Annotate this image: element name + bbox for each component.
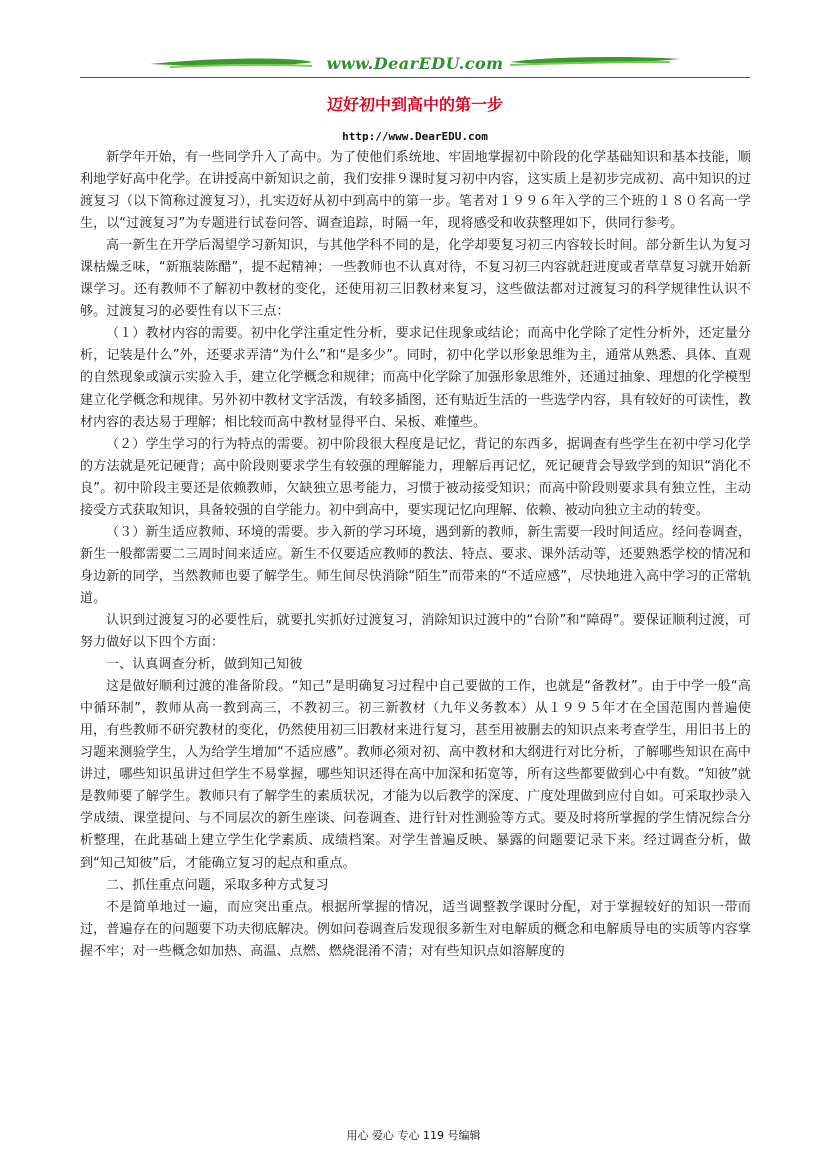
- document-body: [80, 147, 751, 963]
- paragraph: （１）教材内容的需要。初中化学注重定性分析，要求记住现象或结论；而高中化学除了定性分析外，还定量分析，记装是什么”外，还要求弄清“为什么”和“是多少”。同时，初中化学以形象思维为主，通常从熟悉、具体、直观的自然现象或演示实验入手，建立化学概念和规律；而高中化学除了加强形象思维外，还通过抽象、理想的化学模型建立化学概念和规律。另外初中教材文字活泼，有较多插图，还有贴近生活的一些选学内容，具有较好的可读性，教材内容的表达易于理解；相比较而高中教材显得平白、呆板、难懂些。: [80, 326, 751, 430]
- paragraph: （２）学生学习的行为特点的需要。初中阶段很大程度是记忆，背记的东西多，据调查有些学生在初中学习化学的方法就是死记硬背；高中阶段则要求学生有较强的理解能力，理解后再记忆，死记硬背会导致学到的知识“消化不良”。初中阶段主要还是依赖教师，欠缺独立思考能力，习惯于被动接受知识；而高中阶段则要求具有独立性，主动接受方式获取知识，具备较强的自学能力。初中到高中，要实现记忆向理解、依赖、被动向独立主动的转变。: [80, 436, 751, 518]
- section-heading: 二、抓住重点问题，采取多种方式复习: [106, 877, 329, 893]
- paragraph: 不是简单地过一遍，而应突出重点。根据所掌握的情况，适当调整教学课时分配，对于掌握较好的知识一带而过，普遍存在的问题要下功夫彻底解决。例如问卷调查后发现很多新生对电解质的概念和电解质导电的实质等内容掌握不牢；对一些概念如加热、高温、点燃、燃烧混淆不清；对有些知识点如溶解度的: [80, 899, 751, 959]
- page-footer: 用心 爱心 专心 119 号编辑: [346, 1129, 481, 1142]
- paragraph: 这是做好顺利过渡的准备阶段。“知己”是明确复习过程中自己要做的工作，也就是“备教材”。由于中学一般“高中循环制”，教师从高一教到高三，不教初三。初三新教材（九年义务教本）从１９９５年才在全国范围内普遍使用，有些教师不研究教材的变化，仍然使用初三旧教材来进行复习，甚至用被删去的知识点来考查学生，用旧书上的习题来测验学生，人为给学生增加“不适应感”。教师必须对初、高中教材和大纲进行对比分析，了解哪些知识在高中讲过，哪些知识虽讲过但学生不易掌握，哪些知识还得在高中加深和拓宽等，所有这些都要做到心中有数。“知彼”就是教师要了解学生。教师只有了解学生的素质状况，才能为以后教学的深度、广度处理做到应付自如。可采取抄录入学成绩、课堂提问、与不同层次的新生座谈、问卷调查、进行针对性测验等方式。要及时将所掌握的学生情况综合分析整理，在此基础上建立学生化学素质、成绩档案。对学生普遍反映、暴露的问题要记录下来。经过调查分析，做到“知己知彼”后，才能确立复习的起点和重点。: [80, 679, 751, 871]
- paragraph: 认识到过渡复习的必要性后，就要扎实抓好过渡复习，消除知识过渡中的“台阶”和“障碍”。要保证顺利过渡，可努力做好以下四个方面：: [80, 612, 751, 651]
- document-title: 迈好初中到高中的第一步: [326, 95, 503, 114]
- section-heading: 一、认真调查分析，做到知己知彼: [106, 657, 303, 673]
- site-header: [80, 50, 750, 80]
- paragraph: （３）新生适应教师、环境的需要。步入新的学习环境，遇到新的教师，新生需要一段时间适应。经问卷调查，新生一般都需要二三周时间来适应。新生不仅要适应教师的教法、特点、要求、课外活动等，还要熟悉学校的情况和身边新的同学，当然教师也要了解学生。师生间尽快消除“陌生”而带来的“不适应感”，尽快地进入高中学习的正常轨道。: [80, 524, 751, 606]
- document-url: http://www.DearEDU.com: [342, 130, 488, 143]
- paragraph: 新学年开始，有一些同学升入了高中。为了使他们系统地、牢固地掌握初中阶段的化学基础知识和基本技能，顺利地学好高中化学。在讲授高中新知识之前，我们安排９课时复习初中内容，这实质上是初步完成初、高中知识的过渡复习（以下简称过渡复习），扎实迈好从初中到高中的第一步。笔者对１９９６年入学的三个班的１８０名高一学生，以“过渡复习”为专题进行试卷问答、调查追踪，时隔一年，现将感受和收获整理如下，供同行参考。: [80, 150, 751, 232]
- header-divider: [80, 77, 750, 78]
- site-logo: www.DearEDU.com: [326, 54, 504, 73]
- paragraph: 高一新生在开学后渴望学习新知识，与其他学科不同的是，化学却要复习初三内容较长时间。部分新生认为复习课枯燥乏味，“新瓶装陈醋”，提不起精神；一些教师也不认真对待，不复习初三内容就赶进度或者草草复习就开始新课学习。还有教师不了解初中教材的变化，还使用初三旧教材来复习，这些做法都对过渡复习的科学规律性认识不够。过渡复习的必要性有以下三点：: [80, 238, 751, 320]
